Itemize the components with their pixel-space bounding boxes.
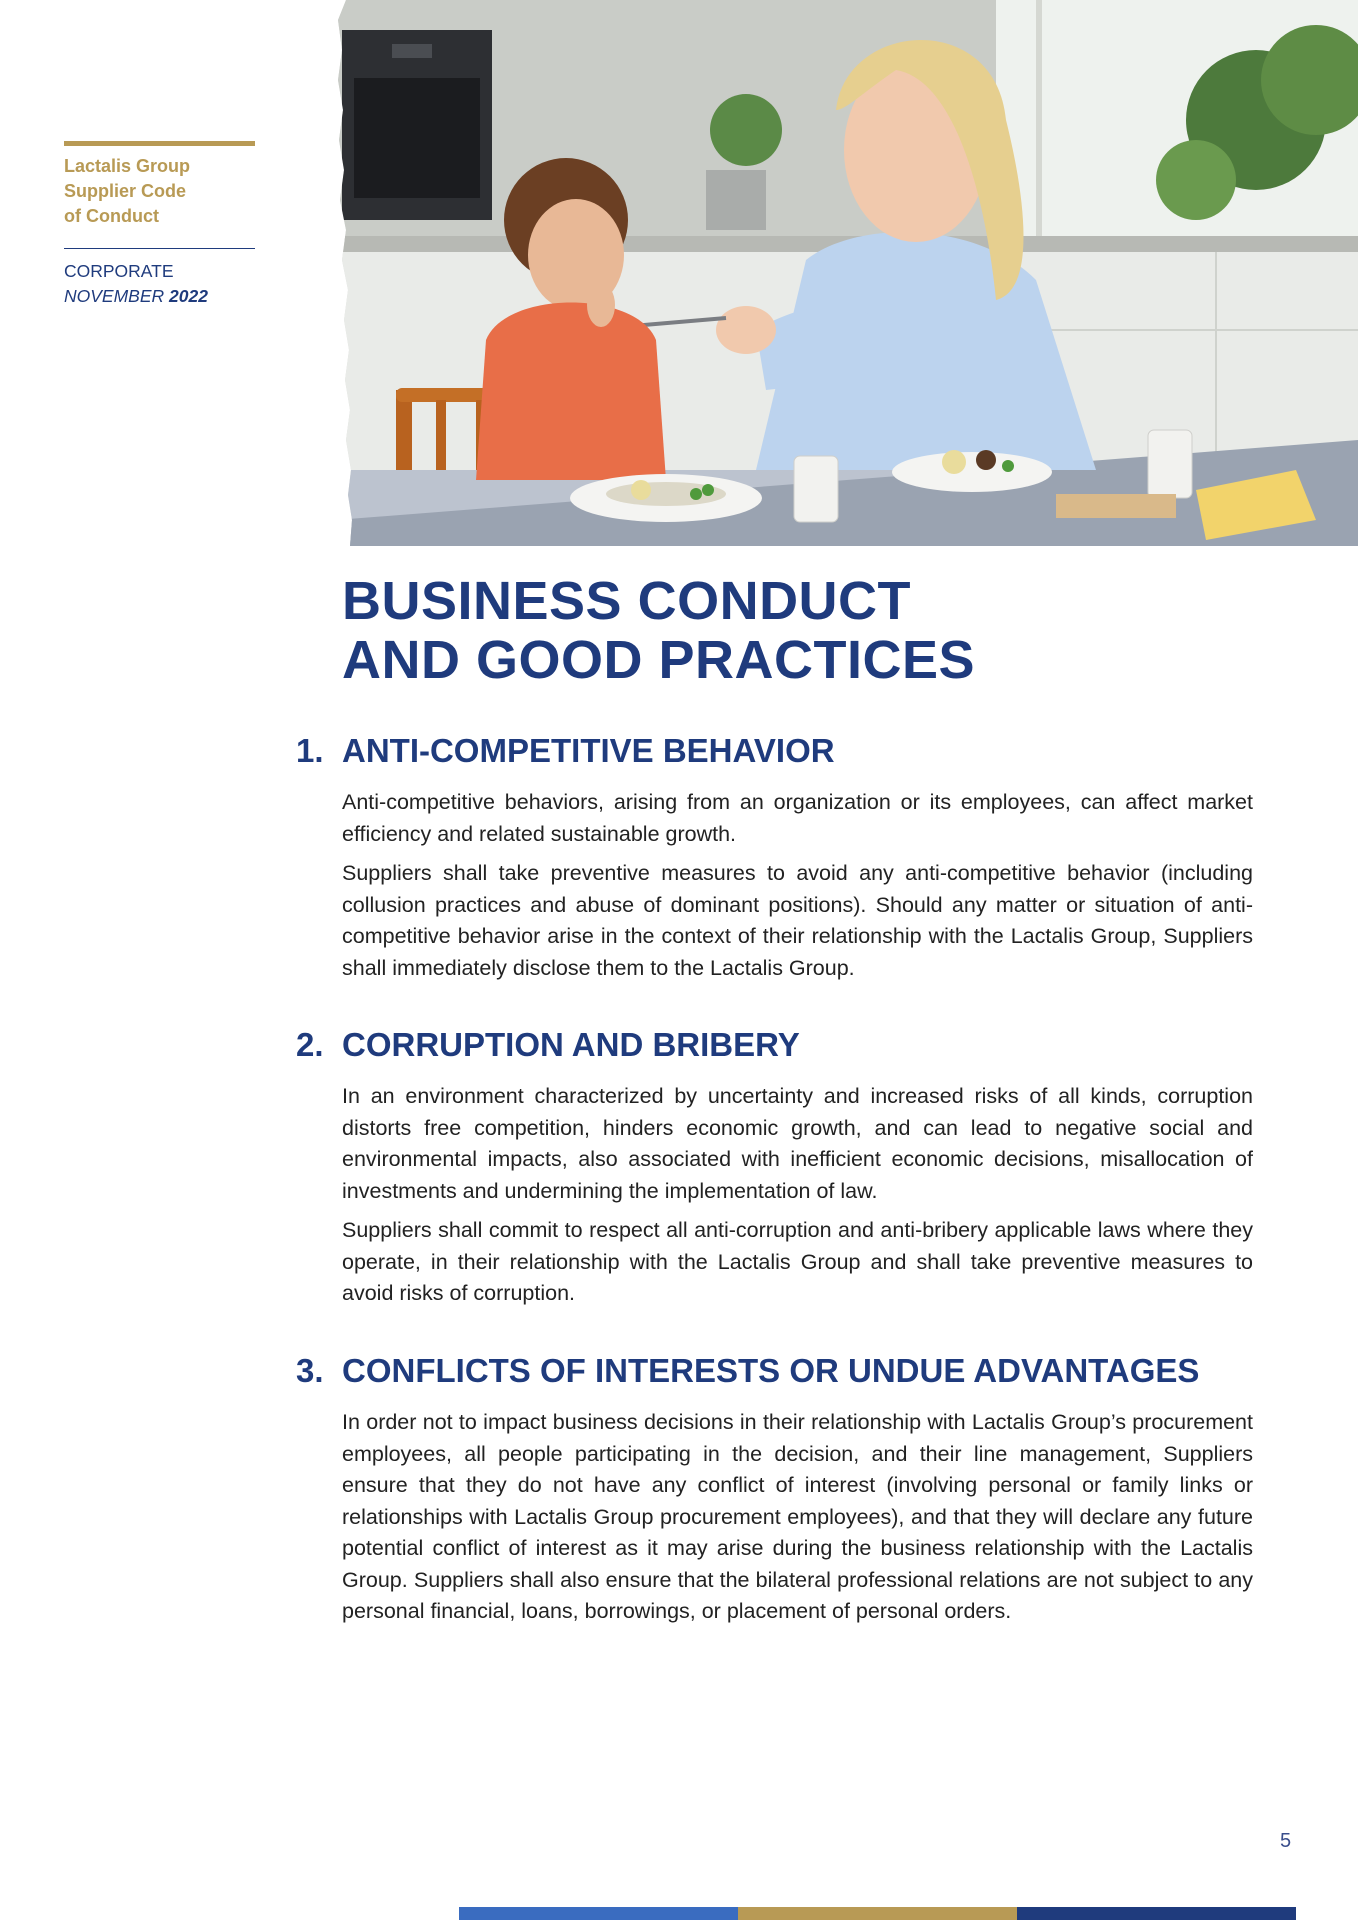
footer-bar-navy [1017,1907,1296,1920]
photo-grandmother-feeding-child-icon [336,0,1358,546]
sidebar [64,141,255,309]
document-title-line: of Conduct [64,206,159,226]
document-title-line: Lactalis Group [64,156,191,176]
section-title: CORRUPTION AND BRIBERY [342,1026,800,1063]
date-year: 2022 [169,286,208,306]
section-body [342,1407,1253,1628]
navy-divider [64,248,255,249]
section-number: 3. [296,1352,324,1389]
footer-bar-gold [738,1907,1017,1920]
page-title-line: AND GOOD PRACTICES [342,630,976,690]
hero-photo [336,0,1358,546]
section-number: 1. [296,732,324,769]
section-body [342,787,1253,984]
footer-bar-blue [459,1907,738,1920]
section-heading [296,1025,1256,1065]
paragraph: In order not to impact business decisions in their relationship with Lactalis Group’s procurement employees, all people participating in the decision, and their line management, Suppliers ensure that they do not have any conflict of interest (involving personal or family links or relationships with Lactalis Group procurement employees), and that they will declare any future potential conflict of interest as it may arise during the business relationship with the Lactalis Group. Suppliers shall also ensure that the bilateral professional relations are not subject to any personal financial, loans, borrowings, or placement of personal orders. [342,1410,1253,1623]
section-corruption [296,1025,1256,1318]
section-number: 2. [296,1026,324,1063]
paragraph: Suppliers shall take preventive measures to avoid any anti-competitive behavior (including collusion practices and abuse of dominant positions). Should any matter or situation of anti-competitive behavior arise in the context of their relationship with the Lactalis Group, Suppliers shall immediately disclose them to the Lactalis Group. [342,861,1253,980]
section-conflicts-of-interest [296,1351,1256,1636]
page-title [342,572,1282,690]
gold-divider [64,141,255,146]
page-number: 5 [1280,1830,1292,1852]
category-label: CORPORATE [64,261,174,281]
section-body [342,1081,1253,1310]
paragraph: Anti-competitive behaviors, arising from an organization or its employees, can affect market efficiency and related sustainable growth. [342,790,1253,846]
section-heading [296,731,1256,771]
section-anti-competitive [296,731,1256,992]
paragraph: In an environment characterized by uncertainty and increased risks of all kinds, corruption distorts free competition, hinders economic growth, and can lead to negative social and environmental impacts, also associated with inefficient economic decisions, misallocation of investments and undermining the implementation of law. [342,1084,1253,1203]
page-title-line: BUSINESS CONDUCT [342,571,912,631]
document-title [64,154,255,229]
document-title-line: Supplier Code [64,181,187,201]
paragraph: Suppliers shall commit to respect all anti-corruption and anti-bribery applicable laws where they operate, in their relationship with the Lactalis Group and shall take preventive measures to avoid risks of corruption. [342,1218,1253,1305]
footer-color-bar [459,1907,1296,1920]
section-title: CONFLICTS OF INTERESTS OR UNDUE ADVANTAGES [342,1352,1200,1389]
document-date [64,284,255,309]
section-heading [296,1351,1256,1391]
section-title: ANTI-COMPETITIVE BEHAVIOR [342,732,835,769]
date-month: NOVEMBER [64,286,165,306]
